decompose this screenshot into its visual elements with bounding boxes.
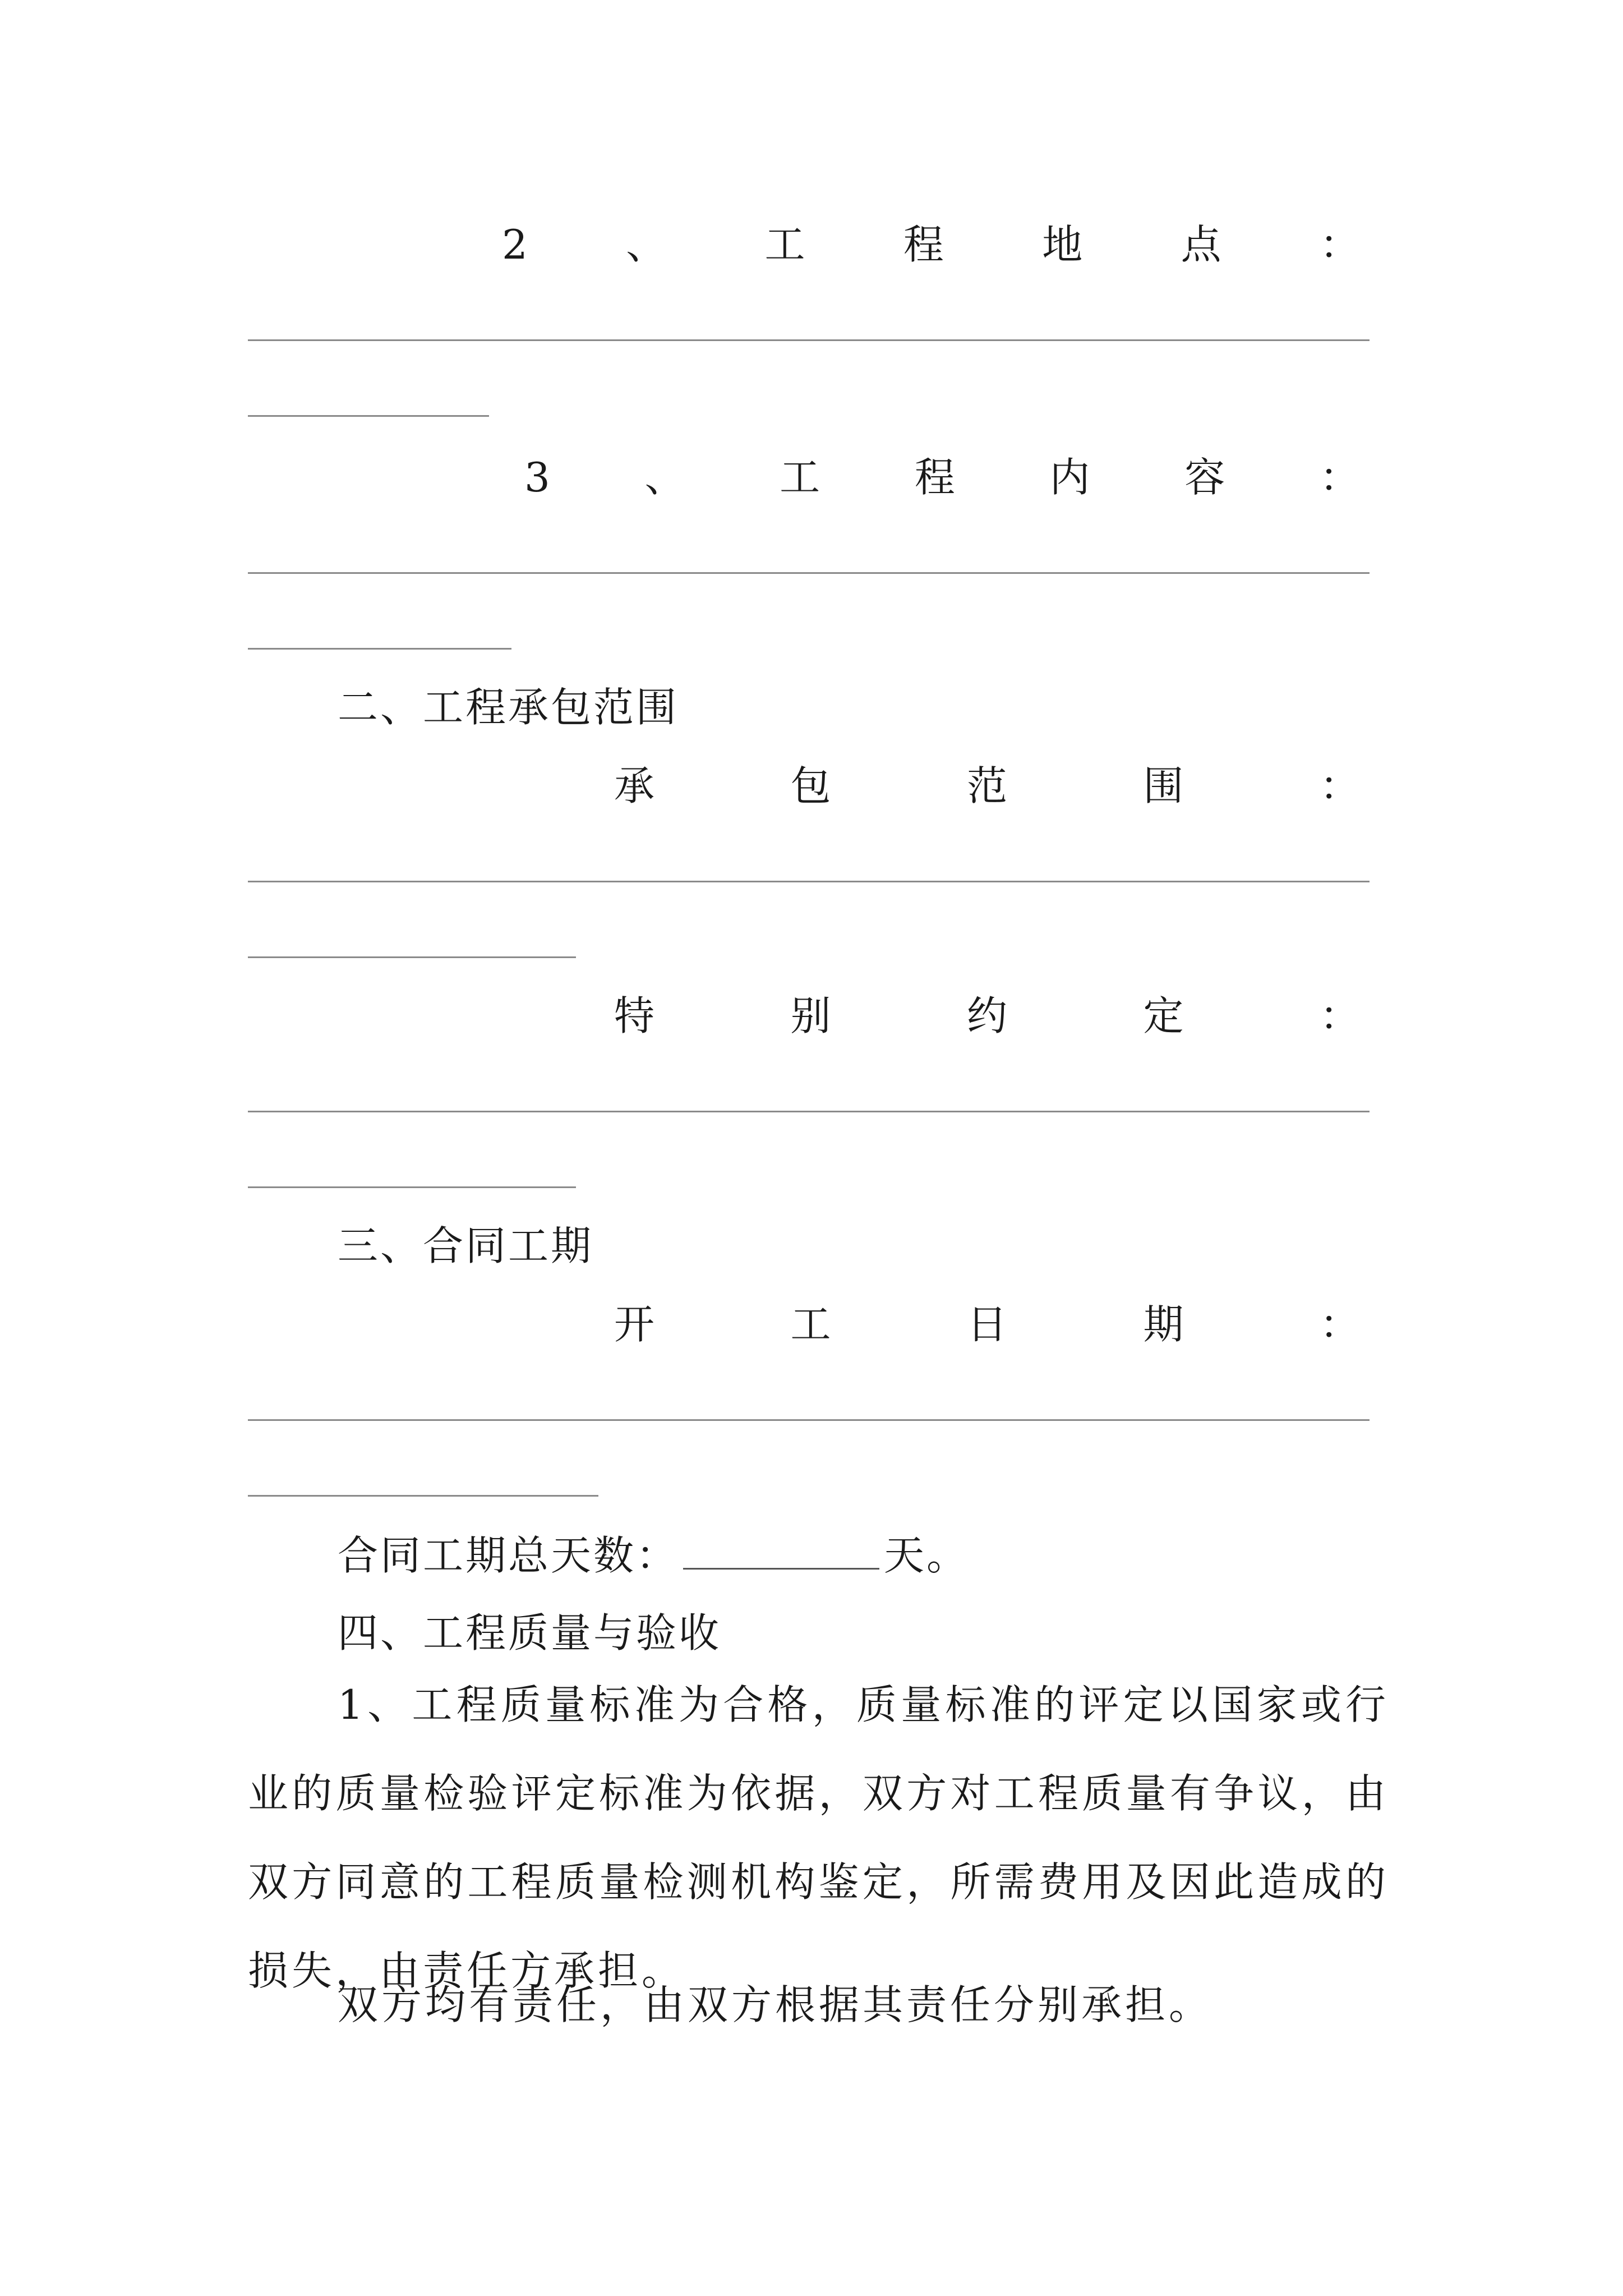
item2-number: 2	[502, 221, 528, 268]
special-char: 约	[966, 992, 1007, 1039]
special-char: 定	[1143, 992, 1184, 1039]
quality-paragraph-2: 双方均有责任，由双方根据其责任分别承担。	[338, 1981, 1213, 2028]
item3-label-row	[524, 454, 1360, 501]
start-date-colon: ：	[1319, 1301, 1360, 1348]
total-days-blank	[683, 1534, 879, 1570]
section3-heading: 三、合同工期	[338, 1222, 594, 1269]
scope-char: 围	[1143, 762, 1184, 809]
item2-char: 工	[764, 221, 805, 268]
total-days-label: 合同工期总天数：	[338, 1532, 679, 1579]
scope-fill-line	[248, 881, 1370, 882]
start-date-char: 日	[966, 1301, 1007, 1348]
scope-fill-line-end	[248, 956, 576, 958]
special-colon: ：	[1319, 992, 1360, 1039]
special-fill-line	[248, 1111, 1370, 1112]
item2-colon: ：	[1319, 221, 1360, 268]
item2-fill-line-end	[248, 415, 489, 417]
total-days-line	[338, 1532, 970, 1579]
section4-heading: 四、工程质量与验收	[338, 1609, 722, 1657]
start-date-label-row	[614, 1301, 1360, 1348]
item2-fill-line	[248, 339, 1370, 341]
scope-label-row	[614, 762, 1360, 809]
scope-char: 范	[966, 762, 1007, 809]
item3-char: 容	[1184, 454, 1225, 501]
item2-char: 点	[1181, 221, 1221, 268]
scope-colon: ：	[1319, 762, 1360, 809]
quality-paragraph-1: 1、工程质量标准为合格，质量标准的评定以国家或行业的质量检验评定标准为依据，双方对工程质量有争议，由双方同意的工程质量检测机构鉴定，所需费用及因此造成的损失，由责任方承担。	[248, 1681, 1389, 1994]
item3-fill-line-end	[248, 648, 511, 650]
special-char: 别	[790, 992, 831, 1039]
special-label-row	[614, 992, 1360, 1039]
start-date-fill-line	[248, 1419, 1370, 1421]
item2-label-row	[502, 221, 1360, 268]
item3-number: 3	[524, 454, 550, 501]
start-date-char: 期	[1143, 1301, 1184, 1348]
item3-char: 程	[914, 454, 955, 501]
start-date-char: 开	[614, 1301, 655, 1348]
item2-char: 程	[903, 221, 944, 268]
start-date-char: 工	[790, 1301, 831, 1348]
special-char: 特	[614, 992, 655, 1039]
item2-separator: 、	[626, 221, 667, 268]
item3-fill-line	[248, 572, 1370, 574]
section2-heading: 二、工程承包范围	[338, 684, 679, 731]
special-fill-line-end	[248, 1186, 576, 1188]
scope-char: 包	[790, 762, 831, 809]
start-date-fill-line-end	[248, 1495, 598, 1497]
item3-char: 工	[780, 454, 820, 501]
total-days-unit: 天。	[884, 1532, 970, 1579]
item3-colon: ：	[1319, 454, 1360, 501]
scope-char: 承	[614, 762, 655, 809]
item2-char: 地	[1042, 221, 1083, 268]
item3-separator: 、	[644, 454, 685, 501]
item3-char: 内	[1049, 454, 1090, 501]
